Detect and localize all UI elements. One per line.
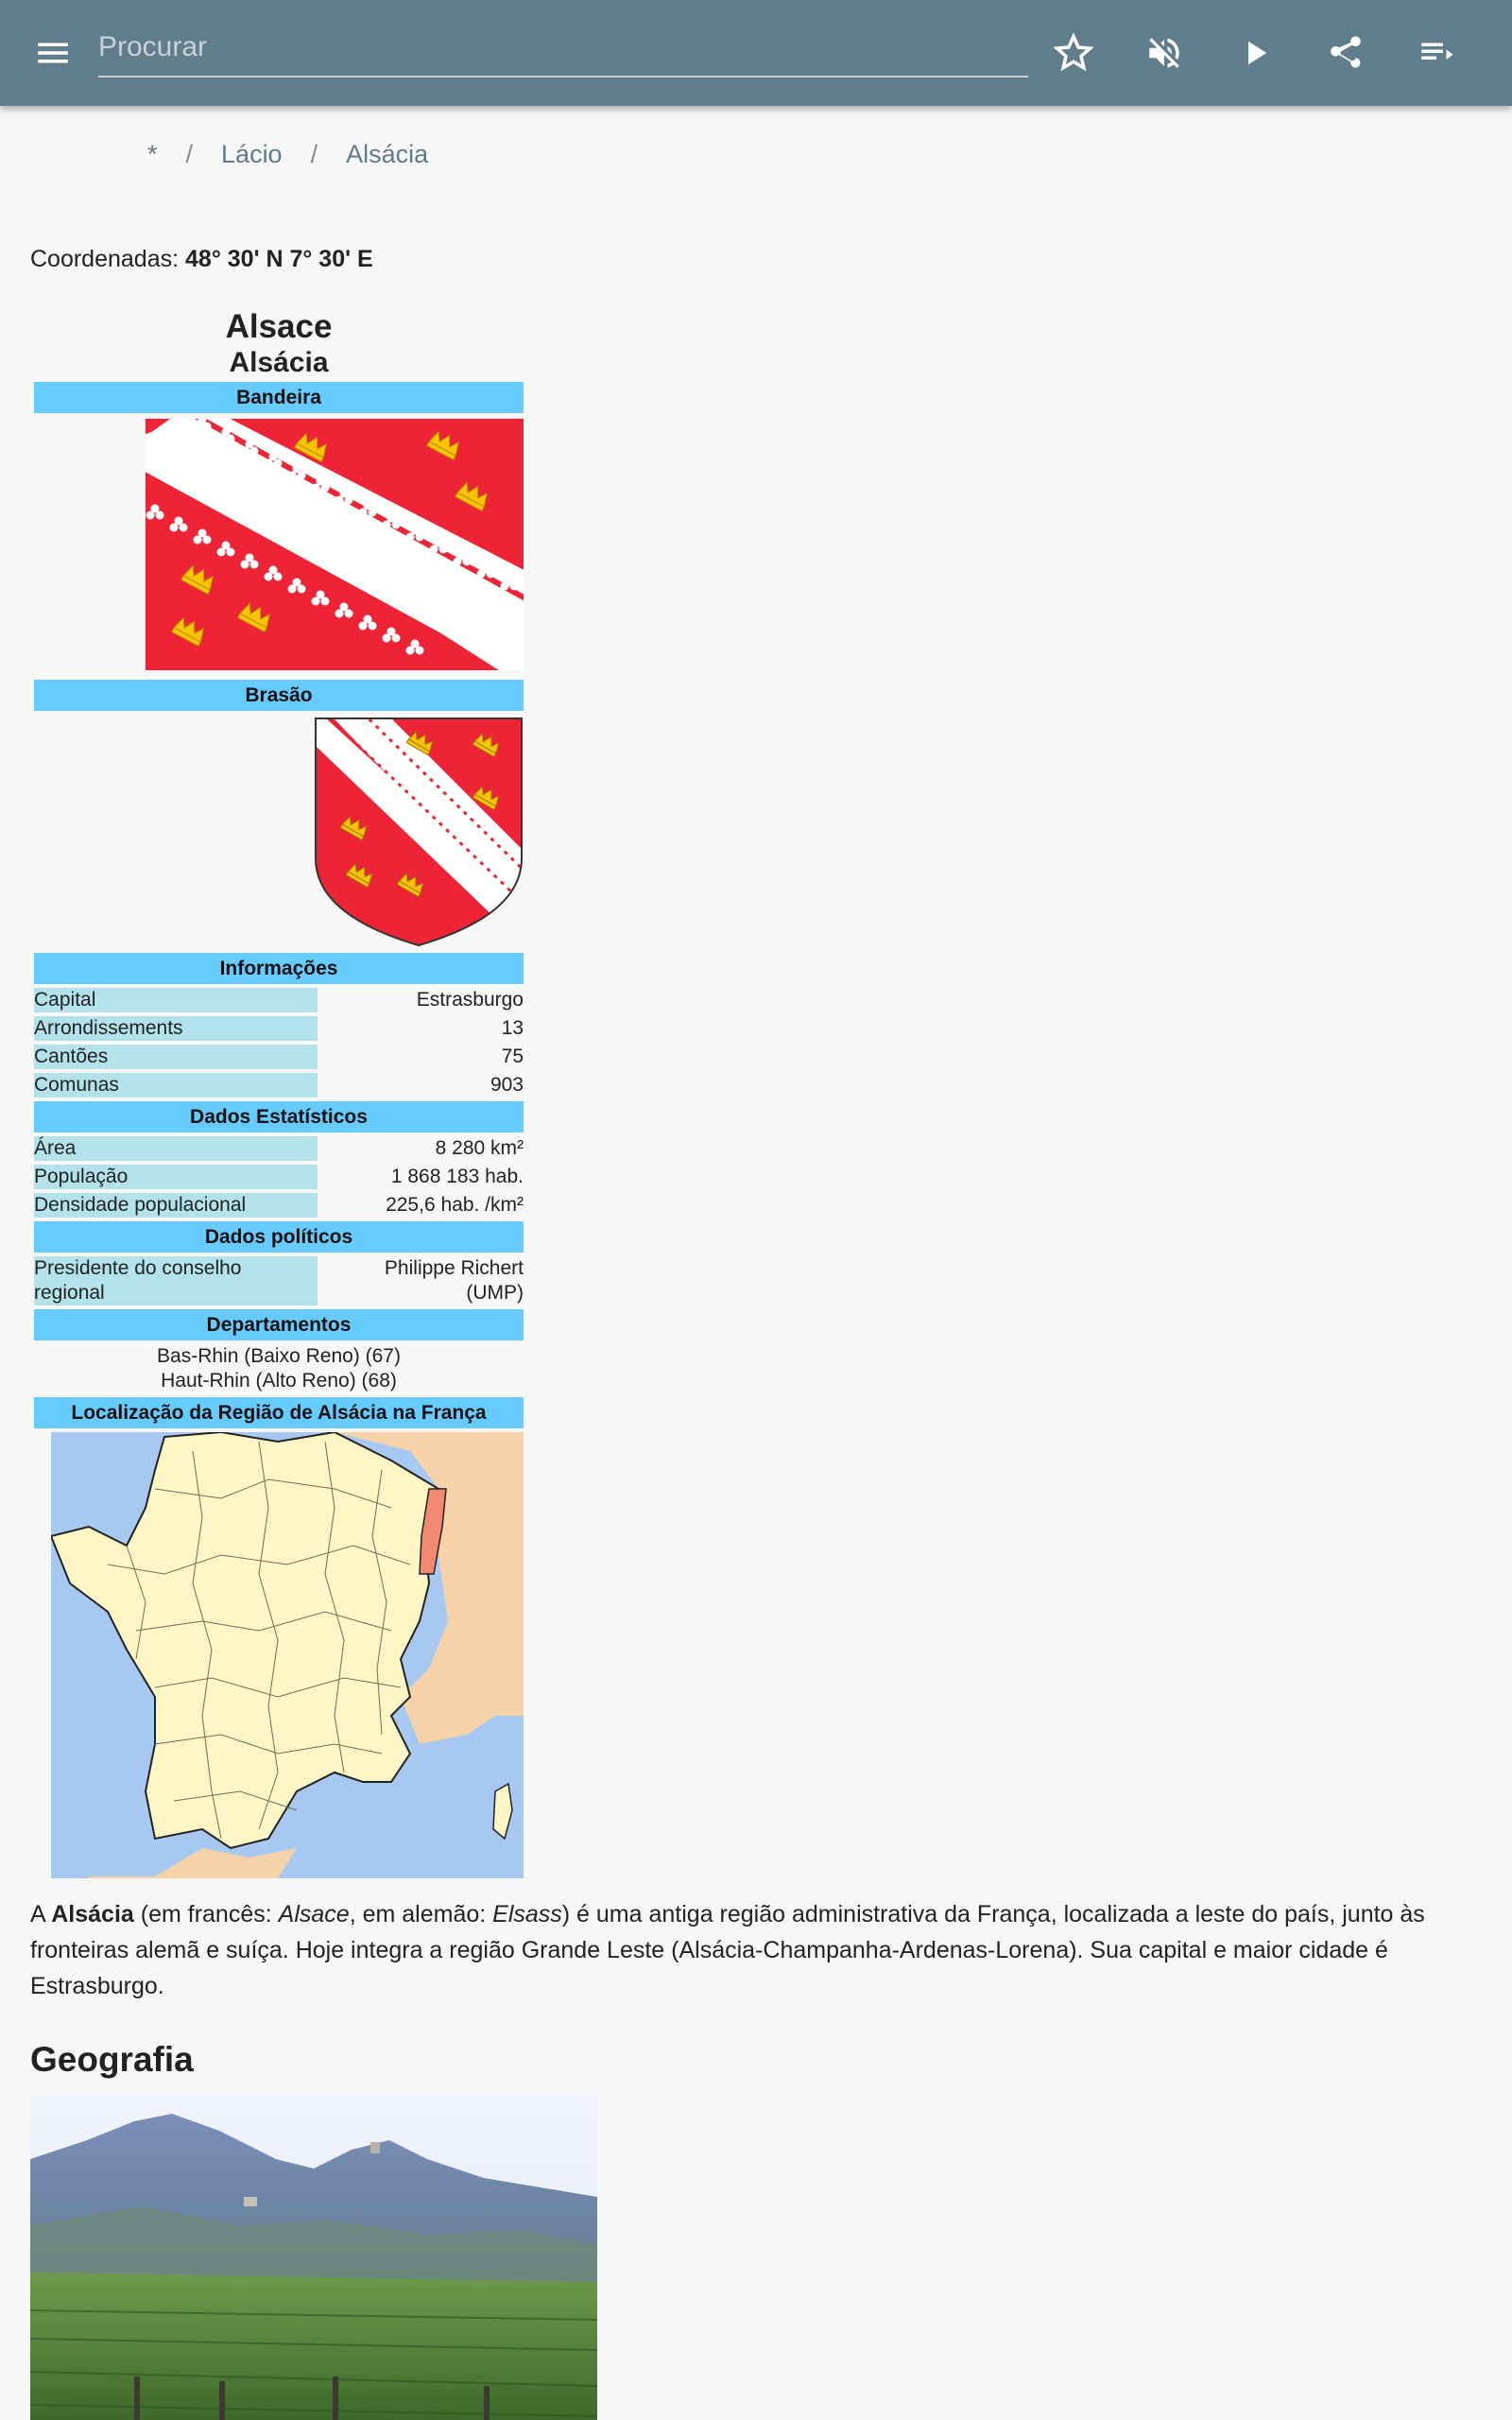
coat-image-box <box>34 717 524 953</box>
info-row-capital <box>34 988 524 1012</box>
mute-button[interactable] <box>1138 26 1191 79</box>
info-label[interactable]: Cantões <box>34 1045 318 1069</box>
info-value: 903 <box>490 1074 524 1096</box>
stats-label[interactable]: População <box>34 1165 318 1189</box>
politics-header: Dados políticos <box>34 1221 524 1253</box>
menu-icon <box>33 33 73 73</box>
info-value: 13 <box>501 1017 524 1039</box>
playlist-icon <box>1417 33 1456 73</box>
stats-value: 1 868 183 hab. <box>390 1166 524 1187</box>
intro-bold-term: Alsácia <box>51 1901 134 1927</box>
favorite-button[interactable] <box>1047 26 1100 79</box>
stats-label: Área <box>34 1136 318 1161</box>
stats-value: 8 280 km² <box>435 1137 524 1159</box>
breadcrumb-alsacia[interactable]: Alsácia <box>346 140 429 168</box>
section-heading-geografia: Geografia <box>30 2040 194 2079</box>
department-haut-rhin[interactable]: Haut-Rhin (Alto Reno) (68) <box>161 1370 397 1392</box>
intro-text: A <box>30 1901 52 1927</box>
politics-label: Presidente do conselho regional <box>34 1256 318 1305</box>
coordinates-label: Coordenadas: <box>30 246 180 272</box>
info-header: Informações <box>34 953 524 984</box>
map-header: Localização da Região de Alsácia na França <box>34 1397 524 1428</box>
intro-italic-term: Alsace <box>278 1901 350 1927</box>
stats-value: 225,6 hab. /km² <box>386 1194 524 1216</box>
breadcrumb-lacio[interactable]: Lácio <box>221 140 283 168</box>
volume-off-icon <box>1144 33 1184 73</box>
breadcrumb-separator: / <box>185 140 194 168</box>
info-row-cantoes <box>34 1045 524 1069</box>
breadcrumb-separator: / <box>310 140 318 168</box>
departments-header: Departamentos <box>34 1309 524 1340</box>
info-row-arrondissements <box>34 1016 524 1041</box>
france-location-map[interactable] <box>51 1432 524 1878</box>
location-map-box <box>34 1432 524 1878</box>
stats-row-density <box>34 1193 524 1218</box>
intro-text: ) é uma antiga região administrativa da França, localizada a leste do país, junto às fronteiras alemã e suíça. Hoje integra a região Grande Leste (Alsácia-Champanha-Ardenas-Lorena). Sua capital e maior cidade é Estrasburgo. <box>30 1901 1425 1999</box>
intro-text: , em alemão: <box>349 1901 493 1927</box>
playlist-button[interactable] <box>1410 26 1463 79</box>
stats-row-area <box>34 1136 524 1161</box>
coordinates <box>30 246 373 273</box>
geography-photo[interactable] <box>30 2093 597 2420</box>
intro-italic-term: Elsass <box>492 1901 562 1927</box>
flag-image-box <box>34 419 524 680</box>
info-label[interactable]: Arrondissements <box>34 1016 318 1041</box>
stats-row-population <box>34 1165 524 1189</box>
coordinates-value[interactable]: 48° 30' N 7° 30' E <box>185 246 373 272</box>
share-button[interactable] <box>1319 26 1372 79</box>
infobox-subtitle: Alsácia <box>229 347 329 378</box>
search-box[interactable] <box>98 19 1028 78</box>
info-value[interactable]: Estrasburgo <box>416 989 524 1011</box>
alsace-flag-image[interactable] <box>146 419 524 670</box>
info-label[interactable]: Comunas <box>34 1073 318 1098</box>
coat-header: Brasão <box>34 680 524 711</box>
vineyard-landscape-image <box>30 2093 597 2420</box>
play-icon <box>1235 33 1275 73</box>
share-icon <box>1326 33 1366 73</box>
breadcrumb <box>147 140 428 169</box>
menu-button[interactable] <box>26 26 79 79</box>
politics-value[interactable]: Philippe Richert (UMP) <box>384 1257 524 1304</box>
app-toolbar <box>0 0 1512 106</box>
play-button[interactable] <box>1228 26 1281 79</box>
intro-paragraph <box>30 1896 1476 2004</box>
stats-header: Dados Estatísticos <box>34 1101 524 1132</box>
info-label: Capital <box>34 988 318 1012</box>
stats-label[interactable]: Densidade populacional <box>34 1193 318 1218</box>
info-value: 75 <box>501 1046 524 1067</box>
search-input[interactable] <box>98 19 1028 76</box>
info-row-comunas <box>34 1073 524 1098</box>
department-bas-rhin[interactable]: Bas-Rhin (Baixo Reno) (67) <box>157 1345 401 1367</box>
infobox <box>34 308 524 1878</box>
infobox-title: Alsace <box>225 308 333 345</box>
star-icon <box>1054 33 1093 73</box>
intro-text: (em francês: <box>133 1901 279 1927</box>
breadcrumb-root[interactable]: * <box>147 140 158 168</box>
politics-row-president <box>34 1256 524 1305</box>
alsace-coat-of-arms-image[interactable] <box>314 717 524 947</box>
flag-header: Bandeira <box>34 382 524 413</box>
